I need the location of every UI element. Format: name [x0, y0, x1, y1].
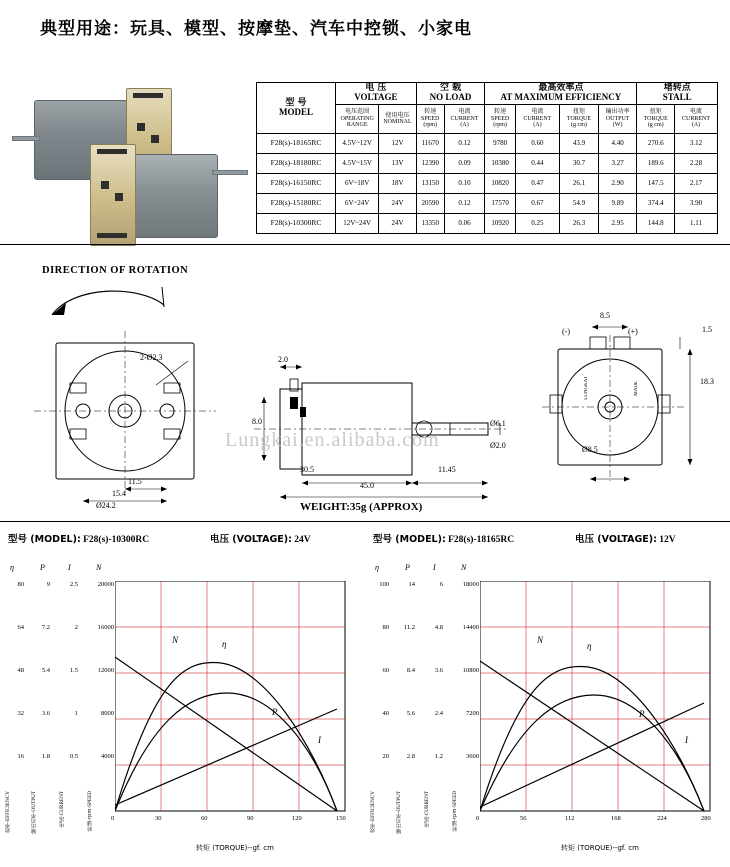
- motor-b-endcap: [90, 144, 136, 246]
- dimension-drawings: [0, 249, 730, 521]
- watermark: Lungkai.en.alibaba.com: [225, 429, 440, 451]
- cell-model: F28(s)-10300RC: [257, 213, 336, 233]
- cell-stall-torque: 144.8: [637, 213, 675, 233]
- cell-nl-current: 0.09: [444, 153, 485, 173]
- chart-right-label-n: N: [537, 635, 544, 645]
- cell-model: F28(s)-18165RC: [257, 133, 336, 153]
- cell-nominal: 18V: [379, 173, 416, 193]
- weight-label: WEIGHT:35g (APPROX): [300, 501, 423, 513]
- cell-nl-current: 0.10: [444, 173, 485, 193]
- header-no-load: 空 载 NO LOAD: [416, 83, 485, 105]
- cell-range: 12V~24V: [336, 213, 379, 233]
- cell-range: 4.5V~12V: [336, 133, 379, 153]
- subheader-me-torque: 扭矩 TORQUE (g cm): [560, 104, 599, 133]
- rotation-arrow-icon: [44, 281, 174, 321]
- chart-left-sym-eta: η: [10, 563, 14, 572]
- top-section: [0, 38, 730, 238]
- label-rear-85: 8.5: [600, 311, 610, 320]
- cell-stall-current: 3.90: [675, 193, 718, 213]
- cell-me-output: 4.40: [598, 133, 637, 153]
- cell-me-speed: 17570: [485, 193, 515, 213]
- chart-right-voltage-title: 电压 (VOLTAGE): 12V: [575, 534, 676, 545]
- label-front-115: 11.5: [128, 477, 142, 486]
- cell-nominal: 24V: [379, 213, 416, 233]
- header-voltage: 电 压 VOLTAGE: [336, 83, 417, 105]
- chart-left-label-p: P: [272, 707, 278, 717]
- cell-stall-current: 2.28: [675, 153, 718, 173]
- chart-left-model-title: 型号 (MODEL): F28(s)-10300RC: [8, 534, 150, 545]
- cell-nl-speed: 13150: [416, 173, 444, 193]
- label-side-1145: 11.45: [438, 465, 456, 474]
- chart-left-label-i: I: [318, 735, 321, 745]
- chart-right-axis-caption-i: 电流-CURRENT: [424, 791, 430, 828]
- chart-right-ticks-p: 14 11.2 8.4 5.6 2.8: [403, 581, 415, 760]
- chart-right-axis-caption-eta: 效率-EFFICIENCY: [370, 791, 376, 834]
- cell-me-speed: 10920: [485, 213, 515, 233]
- chart-left-axis-caption-p: 输出功率-OUTPUT: [31, 791, 37, 835]
- chart-left-sym-n: N: [96, 563, 102, 572]
- header-max-efficiency: 最高效率点 AT MAXIMUM EFFICIENCY: [485, 83, 637, 105]
- cell-me-torque: 30.7: [560, 153, 599, 173]
- performance-charts: [0, 523, 730, 867]
- label-polarity-minus: (-): [562, 327, 570, 336]
- chart-left-plot: [115, 581, 355, 821]
- cell-me-speed: 10820: [485, 173, 515, 193]
- cell-me-output: 9.89: [598, 193, 637, 213]
- label-brand-right: MADE: [634, 381, 639, 396]
- cell-stall-current: 1.11: [675, 213, 718, 233]
- specification-table: [256, 82, 718, 234]
- chart-right-ticks-eta: 100 80 60 40 20: [379, 581, 389, 760]
- subheader-stall-current: 电流 CURRENT (A): [675, 104, 718, 133]
- cell-me-current: 0.67: [515, 193, 559, 213]
- rear-view-drawing: [530, 315, 710, 495]
- side-view-drawing: [244, 311, 514, 501]
- subheader-nl-speed: 转速 SPEED (rpm): [416, 104, 444, 133]
- table-row: [257, 213, 718, 233]
- chart-left-ticks-p: 9 7.2 5.4 3.6 1.8: [41, 581, 50, 760]
- cell-stall-torque: 270.6: [637, 133, 675, 153]
- label-side-20: 2.0: [278, 355, 288, 364]
- table-row: [257, 193, 718, 213]
- subheader-me-output: 输出功率 OUTPUT (W): [598, 104, 637, 133]
- cell-nl-speed: 20590: [416, 193, 444, 213]
- label-front-diameter: Ø24.2: [96, 501, 116, 510]
- chart-right-xtick-5: 280: [701, 815, 711, 822]
- subheader-me-current: 电流 CURRENT (A): [515, 104, 559, 133]
- chart-right-sym-eta: η: [375, 563, 379, 572]
- chart-right-xtick-2: 112: [565, 815, 575, 822]
- chart-10300rc: [0, 523, 365, 867]
- chart-right-xtick-1: 56: [520, 815, 527, 822]
- chart-left-axis-caption-n: 转速-rpm-SPEED: [87, 791, 93, 832]
- cell-me-output: 3.27: [598, 153, 637, 173]
- direction-of-rotation-title: DIRECTION OF ROTATION: [42, 265, 189, 276]
- cell-range: 6V~18V: [336, 173, 379, 193]
- header-model: 型 号 MODEL: [257, 83, 336, 134]
- label-side-80: 8.0: [252, 417, 262, 426]
- subheader-nominal: 使用电压 NOMINAL: [379, 104, 416, 133]
- cell-model: F28(s)-18180RC: [257, 153, 336, 173]
- chart-left-xtick-1: 30: [155, 815, 162, 822]
- motor-a-terminal-1: [137, 123, 145, 131]
- chart-right-sym-i: I: [433, 563, 436, 572]
- cell-stall-current: 2.17: [675, 173, 718, 193]
- chart-left-xtick-2: 60: [201, 815, 208, 822]
- motor-b-tab-bottom: [97, 233, 127, 238]
- chart-right-axis-caption-p: 输出功率-OUTPUT: [396, 791, 402, 835]
- cell-range: 4.5V~15V: [336, 153, 379, 173]
- label-side-450: 45.0: [360, 481, 374, 490]
- table-group-header-row: [257, 83, 718, 105]
- cell-nl-speed: 11670: [416, 133, 444, 153]
- label-shaft-dia-61: Ø6.1: [490, 419, 506, 428]
- label-side-305: 30.5: [300, 465, 314, 474]
- cell-me-torque: 26.3: [560, 213, 599, 233]
- cell-nl-current: 0.06: [444, 213, 485, 233]
- label-rear-183: 18.3: [700, 377, 714, 386]
- subheader-stall-torque: 扭矩 TORQUE (g cm): [637, 104, 675, 133]
- table-row: [257, 133, 718, 153]
- chart-left-voltage-title: 电压 (VOLTAGE): 24V: [210, 534, 311, 545]
- cell-nl-current: 0.12: [444, 133, 485, 153]
- cell-stall-torque: 147.5: [637, 173, 675, 193]
- chart-right-label-i: I: [685, 735, 688, 745]
- cell-stall-torque: 374.4: [637, 193, 675, 213]
- chart-right-label-p: P: [639, 709, 645, 719]
- motor-a-terminal-2: [151, 135, 159, 143]
- chart-right-ticks-i: 6 4.8 3.6 2.4 1.2: [434, 581, 443, 760]
- cell-nl-speed: 12390: [416, 153, 444, 173]
- cell-model: F28(s)-15180RC: [257, 193, 336, 213]
- table-row: [257, 153, 718, 173]
- subheader-me-speed: 转速 SPEED (rpm): [485, 104, 515, 133]
- chart-left-axis-caption-i: 电流-CURRENT: [59, 791, 65, 828]
- motor-a-shaft: [12, 136, 40, 141]
- motor-a-tab-top: [133, 93, 163, 98]
- table-row: [257, 173, 718, 193]
- chart-right-ticks-n: 18000 14400 10800 7200 3600: [462, 581, 479, 760]
- cell-me-current: 0.60: [515, 133, 559, 153]
- cell-me-output: 2.95: [598, 213, 637, 233]
- header-stall: 堵转点 STALL: [637, 83, 718, 105]
- chart-left-xtick-0: 0: [111, 815, 115, 822]
- cell-me-speed: 10380: [485, 153, 515, 173]
- cell-nominal: 13V: [379, 153, 416, 173]
- cell-me-torque: 43.9: [560, 133, 599, 153]
- label-polarity-plus: (+): [628, 327, 638, 336]
- chart-left-label-n: N: [172, 635, 179, 645]
- divider-bottom: [0, 521, 730, 522]
- chart-right-xtick-3: 168: [611, 815, 621, 822]
- cell-range: 6V~24V: [336, 193, 379, 213]
- divider-top: [0, 244, 730, 245]
- chart-left-sym-i: I: [68, 563, 71, 572]
- cell-nominal: 12V: [379, 133, 416, 153]
- label-front-154: 15.4: [112, 489, 126, 498]
- cell-me-torque: 54.9: [560, 193, 599, 213]
- cell-nl-current: 0.12: [444, 193, 485, 213]
- chart-right-axis-caption-n: 转速-rpm-SPEED: [452, 791, 458, 832]
- chart-right-sym-p: P: [405, 563, 410, 572]
- cell-me-output: 2.90: [598, 173, 637, 193]
- chart-right-xtick-4: 224: [657, 815, 667, 822]
- subheader-operating-range: 电压范围 OPERATING RANGE: [336, 104, 379, 133]
- chart-left-ticks-eta: 80 64 48 32 16: [17, 581, 24, 760]
- front-view-drawing: [20, 325, 230, 505]
- chart-left-xtick-5: 150: [336, 815, 346, 822]
- chart-left-xaxis-title: 转矩 (TORQUE)--gf. cm: [196, 844, 274, 852]
- chart-right-xaxis-title: 转矩 (TORQUE)--gf. cm: [561, 844, 639, 852]
- motor-photo: [12, 44, 252, 234]
- cell-me-current: 0.44: [515, 153, 559, 173]
- chart-left-ticks-n: 20000 16000 12000 8000 4000: [97, 581, 114, 760]
- motor-b-terminal-2: [115, 193, 123, 201]
- label-hole-note: 2-Ø2.3: [140, 353, 163, 362]
- chart-right-model-title: 型号 (MODEL): F28(s)-18165RC: [373, 534, 515, 545]
- motor-b-terminal-1: [101, 181, 109, 189]
- cell-nl-speed: 13350: [416, 213, 444, 233]
- chart-right-sym-n: N: [461, 563, 467, 572]
- label-rear-dia: Ø8.5: [582, 445, 598, 454]
- cell-model: F28(s)-16150RC: [257, 173, 336, 193]
- chart-left-xtick-4: 120: [292, 815, 302, 822]
- cell-me-current: 0.25: [515, 213, 559, 233]
- chart-left-xtick-3: 90: [247, 815, 254, 822]
- chart-left-ticks-i: 2.5 2 1.5 1 0.5: [69, 581, 78, 760]
- cell-stall-current: 3.12: [675, 133, 718, 153]
- motor-b-shaft: [212, 170, 248, 175]
- cell-stall-torque: 189.6: [637, 153, 675, 173]
- page-title: 典型用途：玩具、模型、按摩垫、汽车中控锁、小家电: [40, 19, 472, 39]
- cell-me-current: 0.47: [515, 173, 559, 193]
- label-shaft-dia-20: Ø2.0: [490, 441, 506, 450]
- chart-18165rc: [365, 523, 730, 867]
- chart-right-label-eta: η: [587, 641, 592, 651]
- chart-right-xtick-0: 0: [476, 815, 480, 822]
- chart-left-axis-caption-eta: 效率-EFFICIENCY: [5, 791, 11, 834]
- chart-left-label-eta: η: [222, 639, 227, 649]
- motor-b-tab-top: [97, 149, 127, 154]
- label-rear-15: 1.5: [702, 325, 712, 334]
- header-band: [0, 6, 730, 39]
- subheader-nl-current: 电流 CURRENT (A): [444, 104, 485, 133]
- cell-me-speed: 9780: [485, 133, 515, 153]
- chart-left-sym-p: P: [40, 563, 45, 572]
- cell-nominal: 24V: [379, 193, 416, 213]
- chart-right-plot: [480, 581, 720, 821]
- cell-me-torque: 26.1: [560, 173, 599, 193]
- label-brand-left: LUNGKAI: [584, 377, 589, 400]
